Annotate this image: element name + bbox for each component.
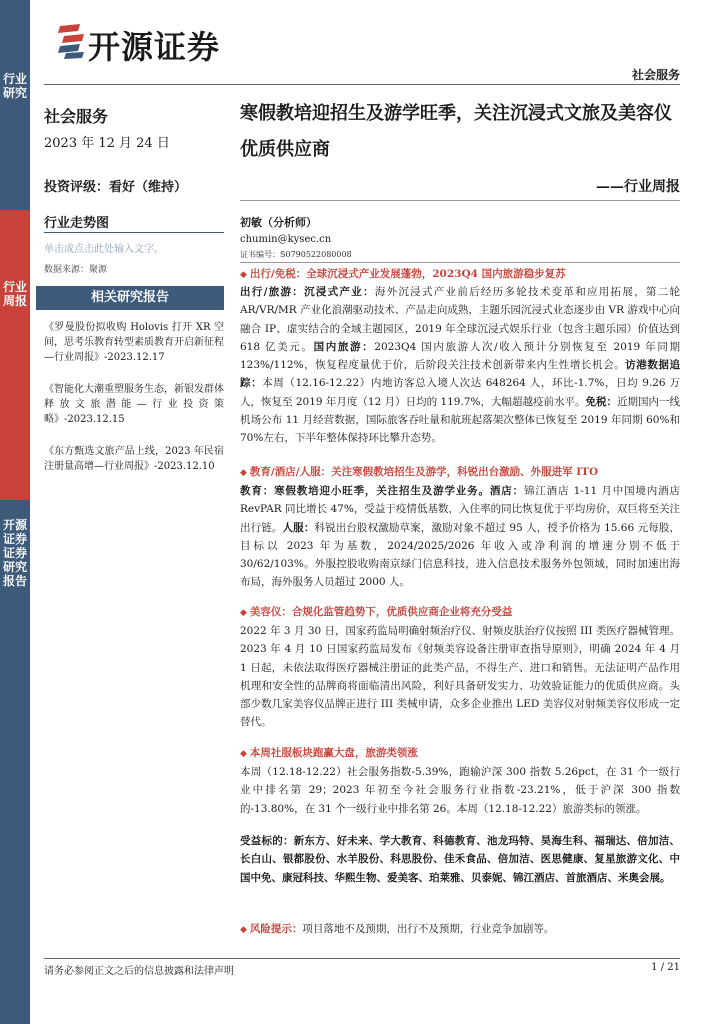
brand-name: 开源证券 xyxy=(88,28,221,66)
report-date: 2023 年 12 月 24 日 xyxy=(44,136,170,151)
report-type: ——行业周报 xyxy=(596,179,680,195)
side-tab-brand: 开源证券 证券研究报告 xyxy=(2,518,27,588)
analyst-cert: 证书编号：S0790522080008 xyxy=(240,250,352,259)
section-heading: ◆ 美容仪：合规化监管趋势下，优质供应商企业将充分受益 xyxy=(240,606,513,618)
section-heading: ◆ 本周社服板块跑赢大盘，旅游类领涨 xyxy=(240,747,418,759)
side-tab-weekly: 行业周报 xyxy=(2,280,27,308)
trend-title: 行业走势图 xyxy=(44,216,110,231)
section-body: 出行/旅游：沉浸式产业：海外沉浸式产业前后经历多轮技术变革和应用拓展，第二轮 AR/VR/MR 产业化浪潮驱动技术、产品走向成熟，主题乐园沉浸式业态逐步由 VR 游戏中心向融合 IP、虚实结合的全域主题园区，2019 年全球沉浸式娱乐行业（包含主题乐园）价值达到 618 亿美元。国内旅游：2023Q4 国内旅游人次/收入预计分别恢复至 2019 年同期 123%/112%，恢复程度量优于价，后阶段关注技术创新带来内生性增长机会。访港数据追踪：本周（12.16-12.22）内地访客总入境人次达 648264 人，环比-1.7%，日均 9.26 万人，恢复至 2019 年月度（12 月）日均的 119.7%，大幅超越疫前水平。免税：近期国内一线机场公布 11 月经营数据，国际旅客吞吐量和航班起落架次整体已恢复至 2019 年同期 60%和 70%左右，下半年整体保持环比攀升态势。 xyxy=(240,286,681,445)
related-report-item: 《罗曼股份拟收购 Holovis 打开 XR 空间，思考乐教育转型素质教育开启新征程—行业周报》-2023.12.17 xyxy=(44,322,224,363)
footer-disclaimer: 请务必参阅正文之后的信息披露和法律声明 xyxy=(44,966,234,977)
related-reports-title: 相关研究报告 xyxy=(36,286,224,310)
side-strip-top xyxy=(0,0,30,210)
sector-name: 社会服务 xyxy=(44,107,109,126)
bullet-triangle-icon: ◆ xyxy=(240,608,247,618)
analyst-email: chumin@kysec.cn xyxy=(240,234,332,245)
section-body: 2022 年 3 月 30 日，国家药监局明确射频治疗仪、射频皮肤治疗仪按照 III 类医疗器械管理。2023 年 4 月 10 日国家药监局发布《射频美容设备注册审查指导原则》，明确 2024 年 4 月 1 日起，未依法取得医疗器械注册证的此类产品，不得生产、进口和销售。无法证明产品作用机理和安全性的品牌商将面临清出风险，利好具备研发实力、功效验证能力的优质供应商。头部少数几家美容仪品牌正进行 III 类械申请，众多企业推出 LED 美容仪对射频美容仪形成一定替代。 xyxy=(240,625,680,729)
investment-rating: 投资评级：看好（维持） xyxy=(44,180,188,195)
chart-placeholder: 单击或点击此处输入文字。 xyxy=(44,244,164,255)
report-title: 寒假教培迎招生及游学旺季，关注沉浸式文旅及美容仪优质供应商 xyxy=(240,103,672,160)
section-heading: ◆ 出行/免税：全球沉浸式产业发展蓬勃，2023Q4 国内旅游稳步复苏 xyxy=(240,268,566,280)
bullet-triangle-icon: ◆ xyxy=(240,749,247,759)
analyst-divider xyxy=(240,262,680,263)
risk-warning: ◆ 风险提示：项目落地不及预期，出行不及预期，行业竞争加剧等。 xyxy=(240,923,555,935)
related-report-item: 《东方甄选文旅产品上线，2023 年民宿注册量高增—行业周报》-2023.12.10 xyxy=(44,446,224,472)
side-strip-mid xyxy=(0,210,30,500)
page-number: 1 / 21 xyxy=(651,962,680,973)
side-tab-research: 行业研究 xyxy=(2,72,27,100)
bullet-triangle-icon: ◆ xyxy=(240,925,247,935)
footer-divider xyxy=(44,958,680,959)
data-source: 数据来源：聚源 xyxy=(44,265,108,275)
analyst-name: 初敏（分析师） xyxy=(240,216,317,229)
trend-divider xyxy=(44,232,224,233)
header-sector: 社会服务 xyxy=(631,68,680,82)
section-body: 本周（12.18-12.22）社会服务指数-5.39%，跑输沪深 300 指数 5.26pct，在 31 个一级行业中排名第 29；2023 年初至今社会服务行业指数-23.21%，低于沪深 300 指数的-13.80%，在 31 个一级行业中排名第 26。本周（12.18-12.22）旅游类标的领涨。 xyxy=(240,766,680,815)
section-body: 教育：寒假教培迎小旺季，关注招生及游学业务。酒店：锦江酒店 1-11 月中国境内酒店 RevPAR 同比增长 47%，受益于疫情低基数，入住率的同比恢复优于平均房价，双巨将至关注出行链。人服：科锐出台股权激励草案，激励对象不超过 95 人，授予价格为 15.66 元每股，目标以 2023 年为基数，2024/2025/2026 年收入或净利润的增速分别不低于 30/62/103%。外服控股收购南京绿门信息科技，进入信息技术服务外包领域，同时加速出海布局，海外服务人员超过 2000 人。 xyxy=(240,485,681,589)
title-divider xyxy=(240,200,680,201)
related-report-item: 《智能化大潮重塑服务生态，新银发群体释放文旅潜能—行业投资策略》-2023.12.15 xyxy=(44,384,224,425)
section-heading: ◆ 教育/酒店/人服：关注寒假教培招生及游学，科锐出台激励、外服进军 ITO xyxy=(240,466,599,478)
bullet-triangle-icon: ◆ xyxy=(240,468,247,478)
header-divider xyxy=(44,84,680,85)
beneficiaries: 受益标的：新东方、好未来、学大教育、科德教育、池龙玛特、昊海生科、福瑞达、倍加洁、长白山、银都股份、水羊股份、科思股份、佳禾食品、倍加洁、医思健康、复星旅游文化、中国中免、康冠科技、华熙生物、爱美客、珀莱雅、贝泰妮、锦江酒店、首旅酒店、米奥会展。 xyxy=(240,835,680,884)
brand-logo-icon xyxy=(58,22,86,60)
bullet-triangle-icon: ◆ xyxy=(240,270,247,280)
